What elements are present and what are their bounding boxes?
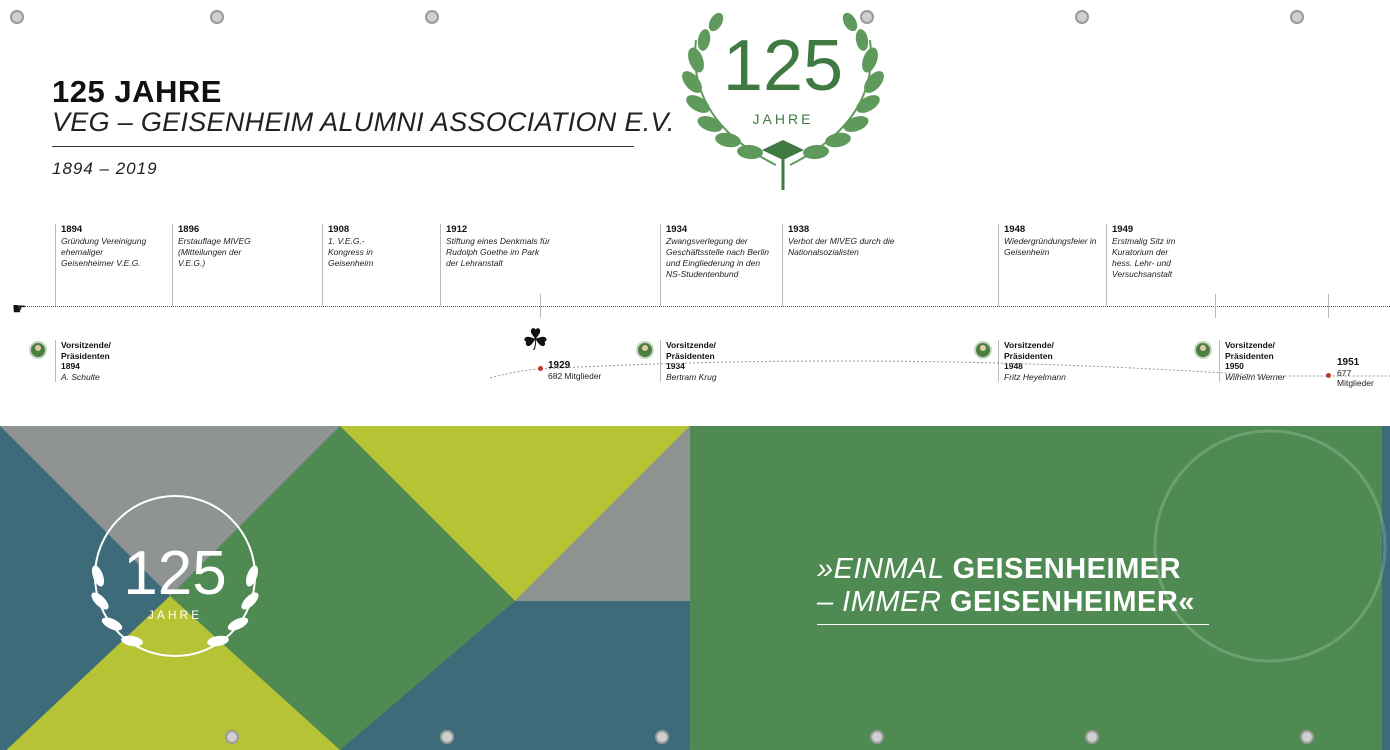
- timeline-event: 1912 Stiftung eines Denkmals für Rudolph Goethe im Park der Lehranstalt: [440, 224, 550, 306]
- logo-word-white: JAHRE: [147, 608, 203, 622]
- page-subtitle: VEG – GEISENHEIM ALUMNI ASSOCIATION E.V.: [52, 107, 675, 137]
- logo-number: 125: [722, 26, 844, 106]
- timeline-tick: [1328, 294, 1329, 318]
- slogan-text: »EINMAL GEISENHEIMER – IMMER GEISENHEIMER«: [817, 553, 1195, 618]
- logo-number-white: 125: [123, 539, 227, 608]
- grommet: [10, 10, 24, 24]
- clover-sketch-icon: ☘: [522, 324, 549, 357]
- president-entry: Vorsitzende/ Präsidenten 1934 Bertram Krug: [660, 340, 740, 382]
- president-entry: Vorsitzende/ Präsidenten 1948 Fritz Heyelmann: [998, 340, 1078, 382]
- timeline-tick: [1215, 294, 1216, 318]
- grommet: [1085, 730, 1099, 744]
- year-range: 1894 – 2019: [52, 159, 158, 178]
- membership-curve: [490, 330, 1390, 390]
- grommet: [425, 10, 439, 24]
- grommet: [225, 730, 239, 744]
- timeline-event: 1934 Zwangsverlegung der Geschäftsstelle nach Berlin und Eingliederung in den NS-Studentenbund: [660, 224, 772, 306]
- grommet: [655, 730, 669, 744]
- laurel-wreath-icon: [676, 0, 890, 196]
- logo-word: JAHRE: [752, 111, 814, 127]
- membership-marker: [1326, 373, 1331, 378]
- grommet: [870, 730, 884, 744]
- president-entry: Vorsitzende/ Präsidenten 1894 A. Schulte: [55, 340, 135, 382]
- grommet: [1300, 730, 1314, 744]
- slogan-divider: [817, 624, 1209, 625]
- page-title: 125 JAHRE: [52, 74, 222, 109]
- timeline-event: 1948 Wiedergründungsfeier in Geisenheim: [998, 224, 1098, 306]
- membership-count: 1951 677 Mitglieder: [1337, 357, 1374, 388]
- grommet: [1075, 10, 1089, 24]
- timeline-event: 1949 Erstmalig Sitz im Kuratorium der hess. Lehr- und Versuchsanstalt: [1106, 224, 1186, 306]
- timeline-event: 1896 Erstauflage MIVEG (Mitteilungen der V.E.G.): [172, 224, 252, 306]
- timeline-event: 1938 Verbot der MIVEG durch die Nationalsozialisten: [782, 224, 912, 306]
- grommet: [1290, 10, 1304, 24]
- membership-marker: [538, 366, 543, 371]
- timeline-axis: [20, 306, 1390, 307]
- timeline-event: 1908 1. V.E.G.-Kongress in Geisenheim: [322, 224, 394, 306]
- president-avatar-icon: [29, 341, 47, 359]
- timeline-event: 1894 Gründung Vereinigung ehemaliger Geisenheimer V.E.G.: [55, 224, 155, 306]
- title-divider: [52, 146, 634, 147]
- grommet: [210, 10, 224, 24]
- president-entry: Vorsitzende/ Präsidenten 1950 Wilhelm Werner: [1219, 340, 1299, 382]
- pointing-hand-icon: ☛: [12, 301, 27, 318]
- anniversary-logo: [676, 0, 890, 196]
- membership-count: 1929 682 Mitglieder: [548, 360, 602, 381]
- grommet: [440, 730, 454, 744]
